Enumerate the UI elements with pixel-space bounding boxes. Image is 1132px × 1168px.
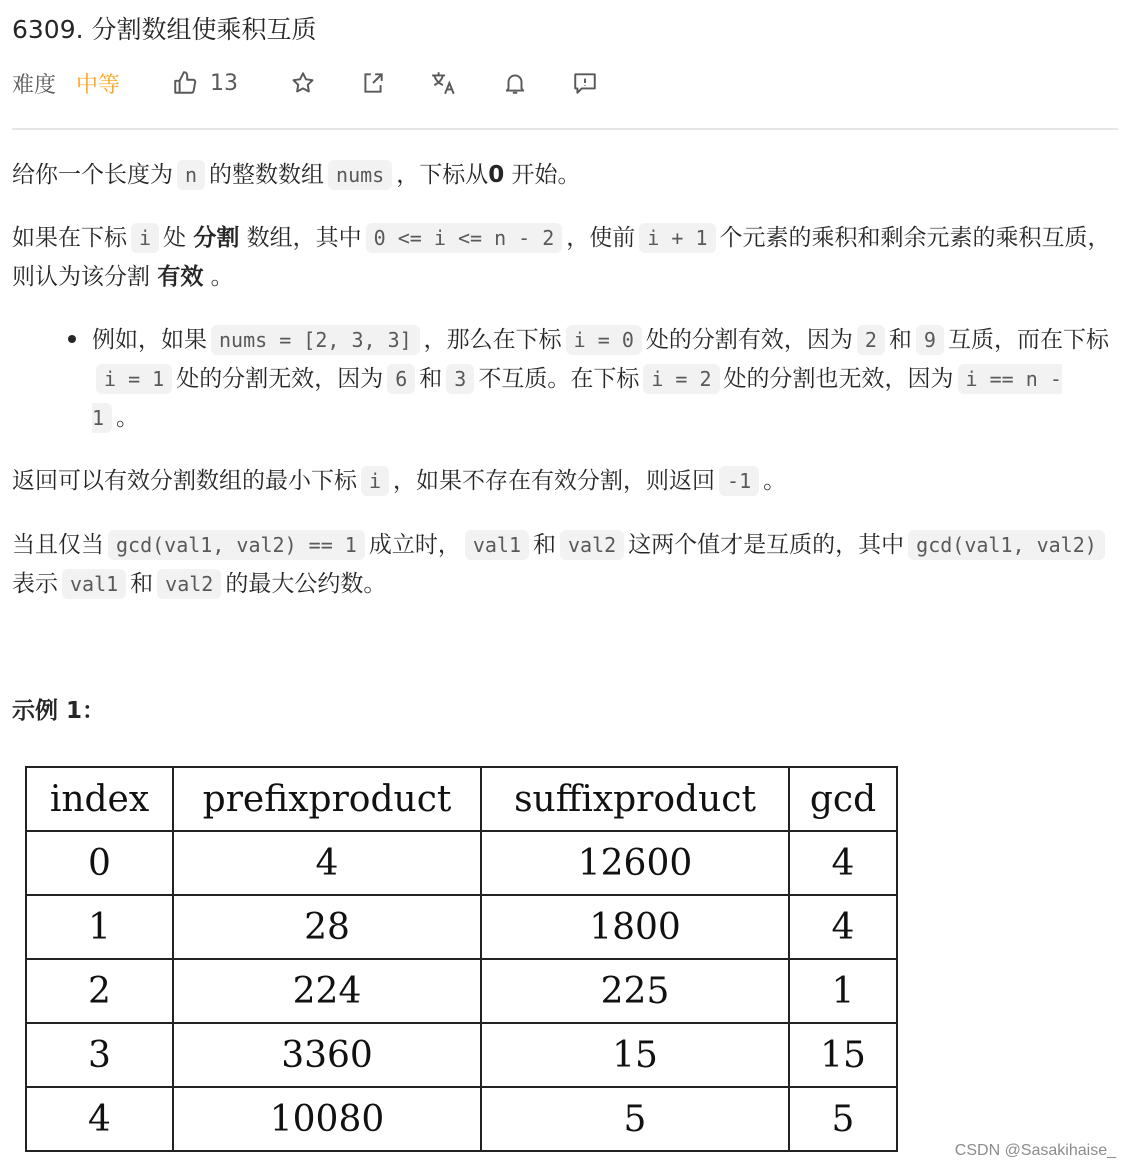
share-icon (360, 70, 386, 96)
share-button[interactable] (360, 70, 386, 96)
table-cell: 15 (789, 1023, 897, 1087)
table-row (26, 895, 897, 959)
table-cell: 1 (789, 959, 897, 1023)
text: 数组，其中 (246, 225, 362, 251)
text: 不互质。在下标 (478, 366, 640, 392)
bold-text: 有效 (157, 264, 204, 290)
table-cell: 10080 (173, 1087, 481, 1151)
notify-button[interactable] (502, 70, 528, 96)
translate-icon (430, 70, 458, 96)
inline-code: i (361, 466, 389, 496)
header-divider (12, 128, 1118, 130)
table-cell: 4 (26, 1087, 173, 1151)
table-cell: 224 (173, 959, 481, 1023)
table-row (26, 1087, 897, 1151)
inline-code: val2 (157, 569, 221, 599)
text: ，下标从 (396, 162, 489, 188)
text: 。 (763, 468, 787, 494)
inline-code: val2 (560, 530, 624, 560)
text: 和 (130, 571, 154, 597)
inline-code: val1 (62, 569, 126, 599)
like-count: 13 (210, 70, 239, 96)
table-cell: 1 (26, 895, 173, 959)
inline-code: n (177, 160, 205, 190)
text: 和 (533, 532, 556, 558)
table-cell: 0 (26, 831, 173, 895)
inline-code: i = 1 (96, 364, 172, 394)
inline-code: nums = [2, 3, 3] (211, 325, 420, 355)
table-header: suffixproduct (481, 767, 789, 831)
table-row (26, 831, 897, 895)
text: 处的分割也无效，因为 (723, 366, 954, 392)
text: ，使前 (566, 225, 636, 251)
comment-icon (572, 70, 598, 96)
inline-code: 0 <= i <= n - 2 (366, 223, 563, 253)
inline-code: i (131, 223, 159, 253)
example-table-image (25, 766, 898, 1152)
table-header: gcd (789, 767, 897, 831)
feedback-button[interactable] (572, 70, 598, 96)
inline-code: i == n - 1 (92, 364, 1062, 433)
table-row (26, 1023, 897, 1087)
bold-text: 0 (488, 162, 505, 188)
difficulty-badge: 中等 (76, 72, 121, 98)
table-cell: 3 (26, 1023, 173, 1087)
thumbs-up-icon (172, 70, 198, 96)
inline-code: gcd(val1, val2) == 1 (108, 530, 365, 560)
favorite-button[interactable] (290, 70, 316, 96)
text: 的最大公约数。 (225, 571, 387, 597)
inline-code: 2 (857, 325, 885, 355)
text: 给你一个长度为 (12, 162, 173, 188)
like-button[interactable] (172, 70, 238, 96)
desc-paragraph-3 (12, 462, 786, 501)
bell-icon (502, 70, 528, 96)
text: 。 (210, 264, 234, 290)
text: 互质，而在下标 (947, 327, 1109, 353)
text: 这两个值才是互质的，其中 (628, 532, 905, 558)
translate-button[interactable] (430, 70, 458, 96)
inline-code: i = 0 (566, 325, 642, 355)
inline-code: val1 (465, 530, 529, 560)
table-cell: 4 (789, 895, 897, 959)
difficulty-label: 难度 (12, 72, 57, 98)
text: 例如，如果 (92, 327, 207, 353)
text: 。 (116, 405, 140, 431)
inline-code: 6 (387, 364, 415, 394)
table-header-row (26, 767, 897, 831)
text: 处的分割有效，因为 (645, 327, 853, 353)
table-cell: 5 (481, 1087, 789, 1151)
table-cell: 3360 (173, 1023, 481, 1087)
text: ，如果不存在有效分割，则返回 (393, 468, 716, 494)
bold-text: 分割 (193, 225, 240, 251)
table-header: index (26, 767, 173, 831)
desc-paragraph-1 (12, 156, 581, 195)
problem-meta-bar (12, 66, 598, 100)
table-header: prefixproduct (173, 767, 481, 831)
inline-code: nums (328, 160, 392, 190)
text: 表示 (12, 571, 58, 597)
table-cell: 28 (173, 895, 481, 959)
inline-code: 9 (916, 325, 944, 355)
text: 当且仅当 (12, 532, 104, 558)
table-cell: 4 (173, 831, 481, 895)
star-icon (290, 70, 316, 96)
problem-title: 6309. 分割数组使乘积互质 (12, 15, 317, 44)
text: 和 (419, 366, 443, 392)
table-cell: 15 (481, 1023, 789, 1087)
text: ，那么在下标 (423, 327, 562, 353)
table-cell: 2 (26, 959, 173, 1023)
inline-code: -1 (719, 466, 759, 496)
table-cell: 225 (481, 959, 789, 1023)
table-cell: 4 (789, 831, 897, 895)
table-cell: 1800 (481, 895, 789, 959)
desc-paragraph-2 (12, 219, 1112, 297)
text: 开始。 (511, 162, 581, 188)
text: 如果在下标 (12, 225, 127, 251)
text: 和 (888, 327, 912, 353)
bullet-dot (68, 335, 76, 343)
table-row (26, 959, 897, 1023)
example-title: 示例 1： (12, 698, 106, 724)
text: 成立时， (368, 532, 461, 558)
example-bullet (92, 321, 1117, 438)
inline-code: gcd(val1, val2) (908, 530, 1105, 560)
text: 返回可以有效分割数组的最小下标 (12, 468, 357, 494)
table-cell: 12600 (481, 831, 789, 895)
text: 个元素的乘积和剩余元素的乘积互质，则认为该分割 (12, 225, 1111, 290)
text: 处 (163, 225, 187, 251)
inline-code: 3 (446, 364, 474, 394)
watermark: CSDN @Sasakihaise_ (954, 1142, 1116, 1159)
inline-code: i + 1 (639, 223, 715, 253)
text: 处的分割无效，因为 (176, 366, 384, 392)
inline-code: i = 2 (643, 364, 719, 394)
desc-paragraph-4 (12, 526, 1112, 604)
table-cell: 5 (789, 1087, 897, 1151)
text: 的整数数组 (209, 162, 325, 188)
